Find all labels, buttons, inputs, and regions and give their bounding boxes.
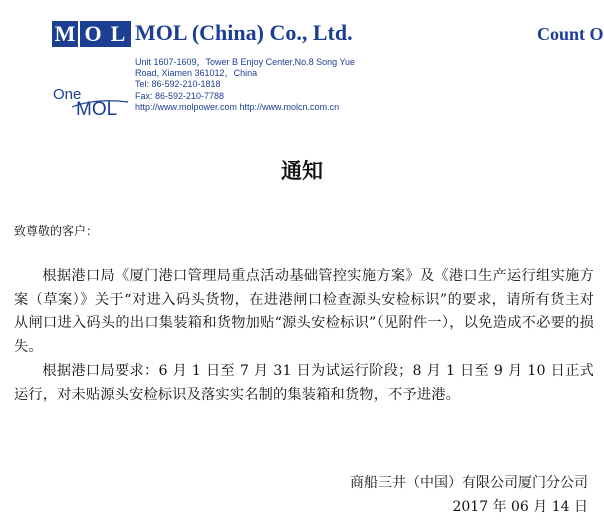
logo-l: L <box>105 21 131 47</box>
address-block <box>135 57 355 113</box>
logo-m: M <box>52 21 78 47</box>
tel-line: Tel: 86-592-210-1818 <box>135 79 221 90</box>
paragraph-1: 根据港口局《厦门港口管理局重点活动基础管控实施方案》及《港口生产运行组实施方案（草案）》关于“对进入码头货物，在进港闸口检查源头安检标识”的要求，请所有货主对从闸口进入码头的出口集装箱和货物加贴“源头安检标识”（见附件一），以免造成不必要的损失。 <box>14 268 594 355</box>
signature-date: 2017 年 06 月 14 日 <box>452 499 588 515</box>
paragraph-2: 根据港口局要求：6 月 1 日至 7 月 31 日为试运行阶段；8 月 1 日至 9 月 10 日正式运行，对未贴源头安检标识及落实实名制的集装箱和货物，不予进港。 <box>14 363 594 403</box>
company-name: MOL (China) Co., Ltd. <box>135 20 353 45</box>
greeting: 致尊敬的客户： <box>14 224 99 238</box>
logo-o: O <box>80 21 106 47</box>
one-text: One <box>53 86 82 103</box>
mol-text: MOL <box>76 99 118 120</box>
website-line[interactable]: http://www.molpower.com http://www.molcn.com.cn <box>135 101 340 112</box>
notice-title: 通知 <box>281 158 323 183</box>
signature-company: 商船三井（中国）有限公司厦门分公司 <box>350 475 588 491</box>
one-mol-logo <box>52 86 132 122</box>
address-line: Road, Xiamen 361012，China <box>135 68 258 79</box>
count-on-slogan: Count O <box>537 24 604 44</box>
address-line: Unit 1607-1609，Tower B Enjoy Center,No.8 Song Yue <box>135 57 355 67</box>
fax-line: Fax: 86-592-210-7788 <box>135 90 225 101</box>
